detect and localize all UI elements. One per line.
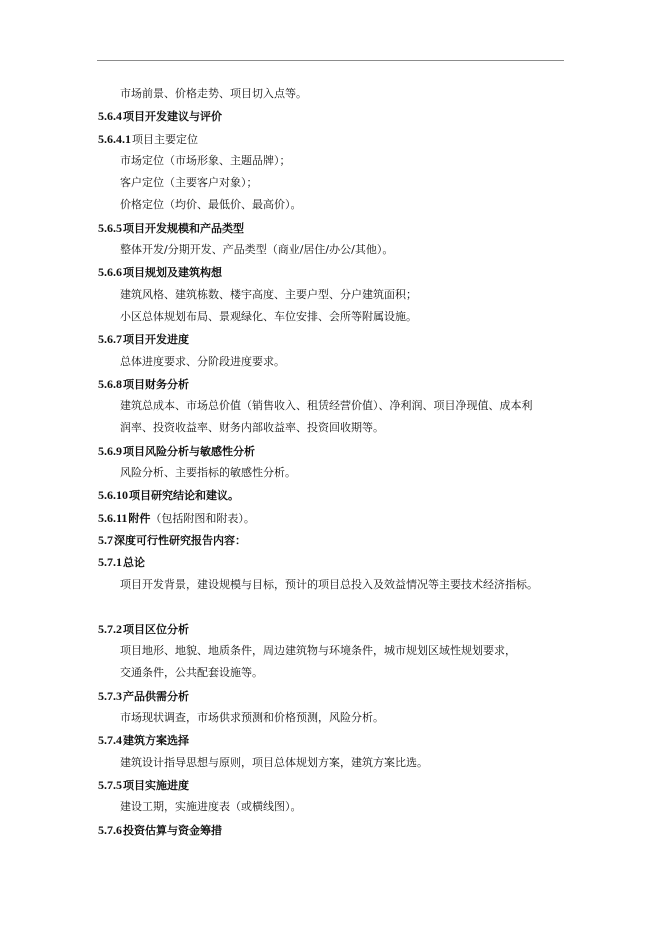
section-number: 5.6.4: [98, 109, 122, 124]
section-heading: [98, 328, 568, 350]
body-paragraph-line: 总体进度要求、分阶段进度要求。: [120, 354, 285, 368]
section-title: 建筑方案选择: [123, 734, 189, 748]
section-heading: [98, 507, 568, 529]
section-number: 5.7.5: [98, 777, 122, 792]
section-title: 项目风险分析与敏感性分析: [123, 444, 255, 458]
blank-line: [98, 596, 568, 618]
body-paragraph-line: 小区总体规划布局、景观绿化、车位安排、会所等附属设施。: [120, 309, 417, 323]
section-heading: [98, 484, 568, 506]
body-paragraph-line: 建筑总成本、市场总价值（销售收入、租赁经营价值）、净利润、项目净现值、成本利: [120, 399, 533, 413]
section-heading: [98, 128, 568, 150]
body-paragraph-line: 市场定位（市场形象、主题品牌）；: [120, 153, 291, 167]
section-title: 项目研究结论和建议。: [129, 489, 239, 503]
section-number: 5.7.4: [98, 733, 122, 748]
body-paragraph-line: 市场现状调查，市场供求预测和价格预测，风险分析。: [120, 711, 384, 725]
section-number: 5.6.11: [98, 510, 128, 525]
body-paragraph-line: 项目开发背景，建设规模与目标，预计的项目总投入及效益情况等主要技术经济指标。: [120, 577, 538, 591]
section-heading: [98, 551, 568, 573]
section-number: 5.6.8: [98, 376, 122, 391]
body-paragraph-line: 市场前景、价格走势、项目切入点等。: [120, 87, 307, 100]
section-number: 5.7.1: [98, 555, 122, 570]
section-title: 投资估算与资金筹措: [123, 823, 222, 837]
section-number: 5.7: [98, 532, 113, 547]
section-title: 项目财务分析: [123, 377, 189, 391]
body-paragraph-line: 价格定位（均价、最低价、最高价）。: [120, 198, 302, 212]
section-number: 5.6.4.1: [98, 131, 131, 146]
section-number: 5.6.7: [98, 332, 122, 347]
section-heading: [98, 819, 568, 841]
body-paragraph-line: 建筑风格、建筑栋数、楼宇高度、主要户型、分户建筑面积；: [120, 287, 417, 301]
body-paragraph-line: 客户定位（主要客户对象）；: [120, 176, 258, 190]
section-heading: [98, 618, 568, 640]
section-heading: [98, 729, 568, 751]
section-title: 附件: [128, 511, 151, 525]
section-heading: [98, 440, 568, 462]
section-heading: [98, 774, 568, 796]
body-paragraph-line: 润率、投资收益率、财务内部收益率、投资回收期等。: [120, 421, 384, 435]
body-paragraph-line: 风险分析、主要指标的敏感性分析。: [120, 466, 296, 480]
section-heading: [98, 685, 568, 707]
section-heading: [98, 105, 568, 127]
section-title: 项目主要定位: [132, 132, 198, 146]
body-paragraph-line: 建设工期，实施进度表（或横线图）。: [120, 800, 302, 814]
section-title: 产品供需分析: [123, 689, 189, 703]
section-title: 项目规划及建筑构想: [123, 266, 222, 280]
section-number: 5.6.9: [98, 443, 122, 458]
section-number: 5.6.10: [98, 488, 128, 503]
section-title: 项目开发进度: [123, 333, 189, 347]
body-paragraph-line: 项目地形、地貌、地质条件，周边建筑物与环境条件，城市规划区域性规划要求，: [120, 644, 516, 658]
body-paragraph-line: 建筑设计指导思想与原则，项目总体规划方案，建筑方案比选。: [120, 755, 428, 769]
section-title: 深度可行性研究报告内容：: [114, 533, 246, 547]
section-title: 项目开发建议与评价: [123, 110, 222, 124]
section-title: 总论: [123, 556, 145, 570]
section-number: 5.6.5: [98, 220, 122, 235]
body-paragraph-line: 整体开发/分期开发、产品类型（商业/居住/办公/其他）。: [120, 243, 394, 257]
section-heading: [98, 217, 568, 239]
document-body: [98, 83, 568, 841]
section-title: 项目实施进度: [123, 778, 189, 792]
section-title-suffix: （包括附图和附表）。: [150, 511, 255, 525]
section-number: 5.6.6: [98, 265, 122, 280]
section-title: 项目区位分析: [123, 622, 189, 636]
section-title: 项目开发规模和产品类型: [123, 221, 244, 235]
body-paragraph-line: 交通条件，公共配套设施等。: [120, 666, 263, 680]
section-number: 5.7.2: [98, 621, 122, 636]
section-number: 5.7.6: [98, 822, 122, 837]
section-heading: [98, 261, 568, 283]
section-number: 5.7.3: [98, 688, 122, 703]
section-heading: [98, 529, 568, 551]
section-heading: [98, 373, 568, 395]
header-rule: [97, 60, 564, 61]
